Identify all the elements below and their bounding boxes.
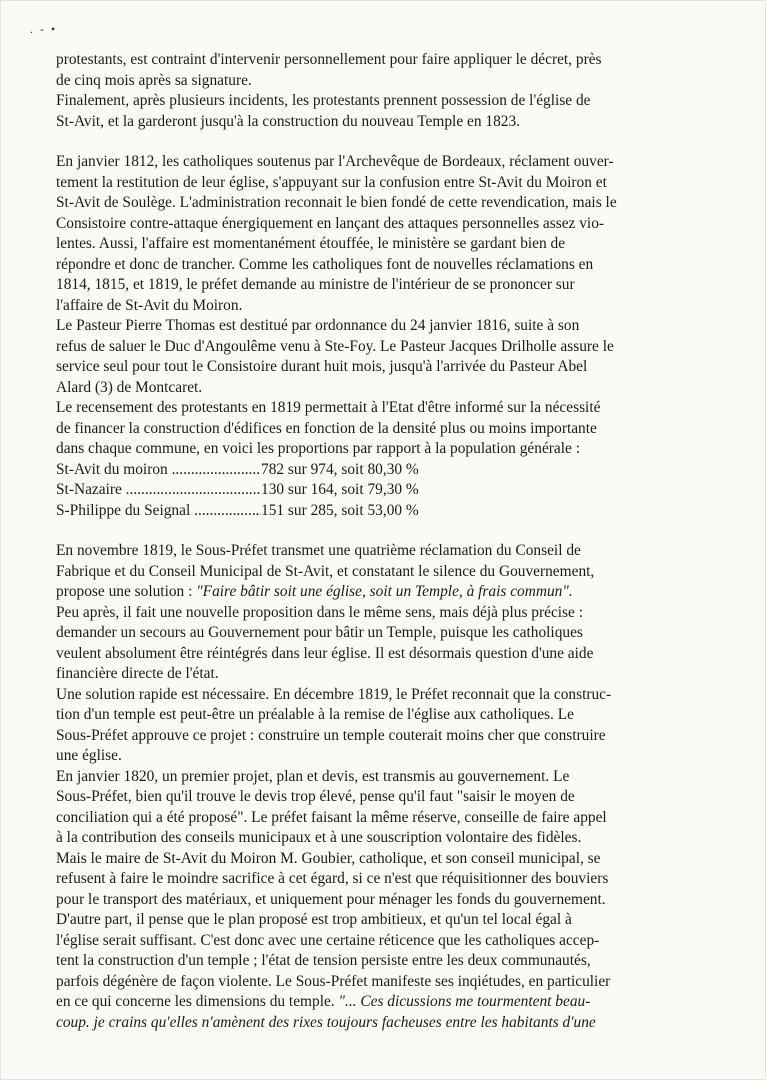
text-line: Sous-Préfet, bien qu'il trouve le devis trop élevé, pense qu'il faut "saisir le moyen de [56,788,575,805]
commune-name: St-Nazaire ..... [56,480,261,501]
text-line: à la contribution des conseils municipaux et à une souscription volontaire des fidèles. [56,829,582,846]
text-line [56,992,686,1013]
text-line: En novembre 1819, le Sous-Préfet transmet une quatrième réclamation du Conseil de [56,542,581,559]
text-line: D'autre part, il pense que le plan proposé est trop ambitieux, et qu'un tel local égal à [56,911,572,928]
text-line: demander un secours au Gouvernement pour bâtir un Temple, puisque les catholiques [56,624,583,641]
paragraph-3 [56,541,686,603]
quote: "... Ces dicussions me tourmentent beau- [338,993,591,1010]
text-line: parfois dégénère de façon violente. Le Sous-Préfet manifeste ses inqiétudes, en particulier [56,972,611,990]
text-line: une église. [56,747,122,764]
census-table [56,460,686,522]
text-line [56,582,686,603]
text-line: Finalement, après plusieurs incidents, les protestants prennent possession de l'église de [56,92,591,109]
text-line: 1814, 1815, et 1819, le préfet demande au ministre de l'intérieur de se prononcer sur [56,276,575,293]
text-line: l'affaire de St-Avit du Moiron. [56,296,243,314]
text-line: tion d'un temple est peut-être un préalable à la remise de l'église aux catholiques. Le [56,706,574,723]
text-line: de financer la construction d'édifices en fonction de la densité plus ou moins importante [56,419,597,437]
text-line: coup. je crains qu'elles n'amènent des rixes toujours facheuses entre les habitants d'une [56,1013,596,1031]
text-line: financière directe de l'état. [56,665,219,682]
text-line: En janvier 1812, les catholiques soutenus par l'Archevêque de Bordeaux, réclament ouver- [56,153,614,170]
text-line: Alard (3) de Montcaret. [56,378,203,396]
scan-speck: . - • [30,22,58,36]
text-line: lentes. Aussi, l'affaire est momentanément étouffée, le ministère se gardant bien de [56,235,566,252]
text-line: Consistoire contre-attaque énergiquement en lançant des attaques personnelles assez vio- [56,214,605,232]
census-row [56,480,686,501]
text-line: St-Avit, et la garderont jusqu'à la construction du nouveau Temple en 1823. [56,112,521,130]
text-line: pour le transport des matériaux, et uniquement pour ménager les fonds du gouvernement. [56,890,606,908]
paragraph-2 [56,152,686,460]
text-line: Une solution rapide est nécessaire. En décembre 1819, le Préfet reconnait que la construc- [56,685,612,703]
text-line: tent la construction d'un temple ; l'état de tension persiste entre les deux communautés, [56,952,591,969]
text-fragment: en ce qui concerne les dimensions du temple. [56,993,339,1010]
quote: "Faire bâtir soit une église, soit un Temple, à frais commun". [196,583,573,600]
text-line: Peu après, il fait une nouvelle proposition dans le même sens, mais déjà plus précise : [56,603,584,621]
commune-value: 782 sur 974, soit 80,30 % [261,460,419,478]
text-line: refus de saluer le Duc d'Angoulême venu à Ste-Foy. Le Pasteur Jacques Drilholle assure le [56,337,614,355]
text-line: En janvier 1820, un premier projet, plan et devis, est transmis au gouvernement. Le [56,767,570,785]
text-line: Sous-Préfet approuve ce projet : construire un temple couterait moins cher que construire [56,726,606,744]
text-line: Le Pasteur Pierre Thomas est destitué par ordonnance du 24 janvier 1816, suite à son [56,317,580,334]
paragraph-4 [56,603,686,1034]
text-line: l'église serait suffisant. C'est donc avec une certaine réticence que les catholiques accep- [56,931,600,949]
commune-value: 130 sur 164, soit 79,30 % [261,481,419,498]
text-line: répondre et donc de trancher. Comme les catholiques font de nouvelles réclamations en [56,255,594,273]
census-row [56,501,686,522]
text-line: service seul pour tout le Consistoire durant huit mois, jusqu'à l'arrivée du Pasteur Abel [56,358,588,375]
text-fragment: propose une solution : [56,583,197,600]
text-line: Fabrique et du Conseil Municipal de St-Avit, et constatant le silence du Gouvernement, [56,562,595,580]
paragraph-1 [56,50,686,132]
text-line: de cinq mois après sa signature. [56,71,252,89]
text-line: tement la restitution de leur église, s'appuyant sur la confusion entre St-Avit du Moiron et [56,173,607,191]
commune-value: 151 sur 285, soit 53,00 % [261,501,419,519]
document-body [56,50,686,1033]
text-line: dans chaque commune, en voici les proportions par rapport à la population générale : [56,440,580,457]
commune-name: St-Avit du moiron ..... [56,460,261,481]
text-line: veulent absolument être réintégrés dans leur église. Il est désormais question d'une aide [56,644,594,662]
text-line: Le recensement des protestants en 1819 permettait à l'Etat d'être informé sur la nécessité [56,399,601,416]
text-line: refusent à faire le moindre sacrifice à cet égard, si ce n'est que réquisitionner des bouviers [56,870,609,887]
text-line: St-Avit de Soulège. L'administration reconnait le bien fondé de cette revendication, mais le [56,194,617,211]
census-row [56,460,686,481]
commune-name: S-Philippe du Seignal ..... [56,501,261,522]
text-line: Mais le maire de St-Avit du Moiron M. Goubier, catholique, et son conseil municipal, se [56,849,601,867]
text-line: protestants, est contraint d'intervenir personnellement pour faire appliquer le décret, près [56,51,602,68]
text-line: conciliation qui a été proposé". Le préfet faisant la même réserve, conseille de faire appel [56,808,607,826]
